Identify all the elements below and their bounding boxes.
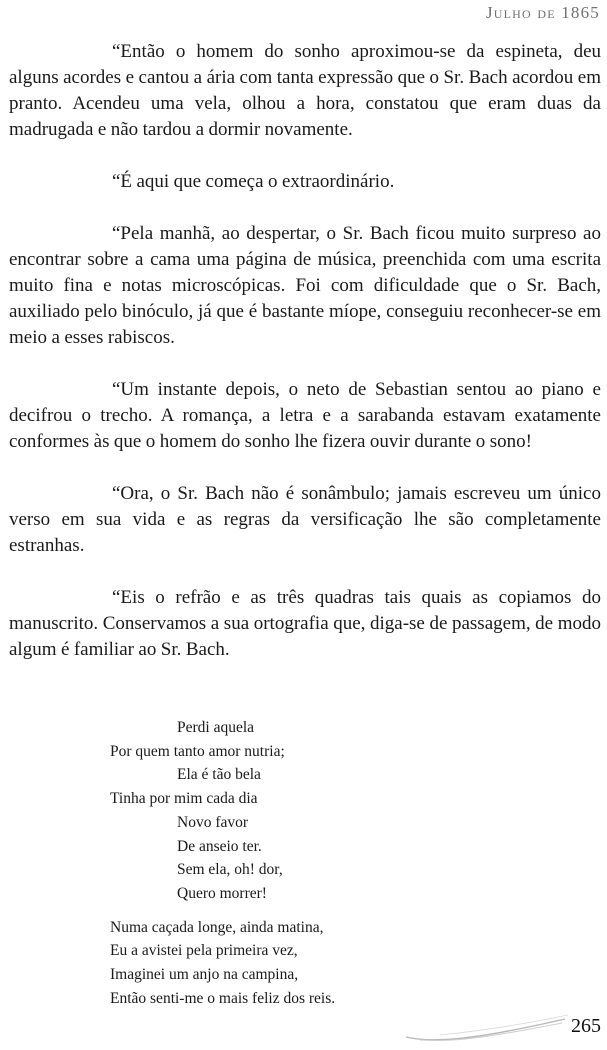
poem-line: Quero morrer! [177, 884, 267, 902]
page-number: 265 [571, 1015, 601, 1037]
running-header: Julho de 1865 [485, 3, 600, 22]
page-ornament-swoosh [400, 1005, 570, 1045]
paragraph: “Eis o refrão e as três quadras tais quais as copiamos do manuscrito. Conservamos a sua ortografia que, diga-se de passagem, de modo algum é familiar ao Sr. Bach. [9, 587, 601, 660]
paragraph: “Então o homem do sonho aproximou-se da espineta, deu alguns acordes e cantou a ária com tanta expressão que o Sr. Bach acordou em pranto. Acendeu uma vela, olhou a hora, constatou que eram duas da madrugada e não tardou a dormir novamente. [9, 41, 601, 140]
poem-line: Ela é tão bela [177, 766, 261, 784]
poem-line: Perdi aquela [177, 719, 255, 736]
poem-line: Novo favor [177, 813, 249, 831]
stanza-gap [110, 906, 530, 916]
poem-line: Então senti-me o mais feliz dos reis. [110, 989, 336, 1007]
poem-line: Eu a avistei pela primeira vez, [110, 942, 298, 960]
poem-line: De anseio ter. [177, 837, 262, 855]
poem [110, 716, 530, 1010]
poem-line: Sem ela, oh! dor, [177, 861, 283, 879]
poem-line: Por quem tanto amor nutria; [110, 742, 285, 760]
poem-line: Imaginei um anjo na campina, [110, 966, 299, 984]
paragraph: “Ora, o Sr. Bach não é sonâmbulo; jamais escreveu um único verso em sua vida e as regras da versificação lhe são completamente estranhas. [9, 483, 601, 556]
paragraph: “Pela manhã, ao despertar, o Sr. Bach ficou muito surpreso ao encontrar sobre a cama uma página de música, preenchida com uma escrita muito fina e notas microscópicas. Foi com dificuldade que o Sr. Bach, auxiliado pelo binóculo, já que é bastante míope, conseguiu reconhecer-se em meio a esses rabiscos. [9, 223, 601, 348]
poem-line: Numa caçada longe, ainda matina, [110, 918, 324, 936]
paragraph: “Um instante depois, o neto de Sebastian sentou ao piano e decifrou o trecho. A romança, a letra e a sarabanda estavam exatamente conformes às que o homem do sonho lhe fizera ouvir durante o sono! [9, 379, 601, 452]
poem-line: Tinha por mim cada dia [110, 790, 258, 808]
paragraph: “É aqui que começa o extraordinário. [112, 171, 395, 192]
body-text [9, 39, 601, 663]
